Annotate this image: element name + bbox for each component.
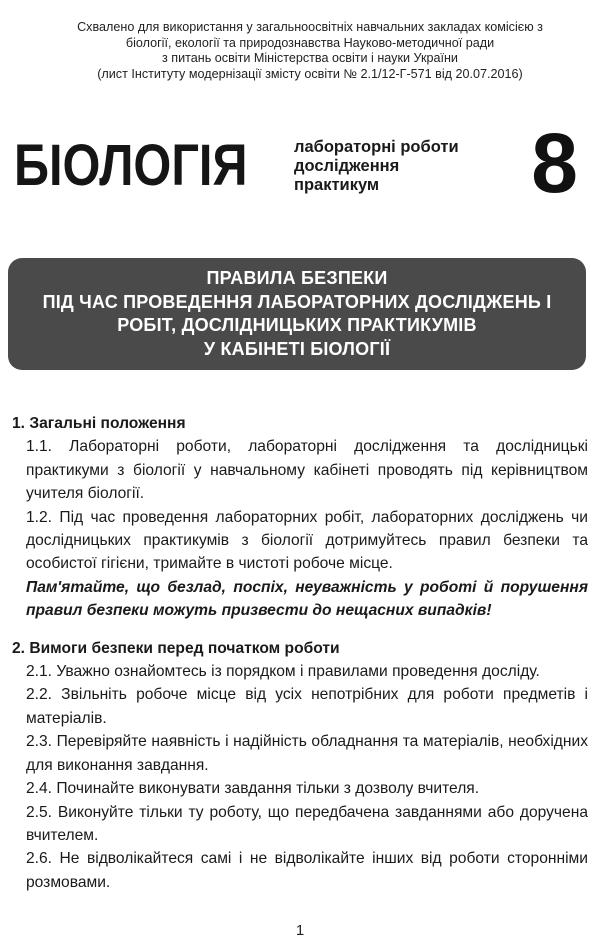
banner-line-3: РОБІТ, ДОСЛІДНИЦЬКИХ ПРАКТИКУМІВ <box>117 315 477 335</box>
approval-line-2: біології, екології та природознавства Науково-методичної ради <box>125 35 495 50</box>
safety-warning: Пам'ятайте, що безлад, поспіх, неуважність у роботі й порушення правил безпеки можуть призвести до нещасних випадків! <box>26 578 588 620</box>
book-title: БІОЛОГІЯ <box>14 133 248 198</box>
approval-line-3: з питань освіти Міністерства освіти і науки України <box>162 51 458 65</box>
section-heading: 1. Загальні положення <box>12 415 186 432</box>
approval-note <box>40 20 580 82</box>
rule-item: 1.1. Лабораторні роботи, лабораторні дослідження та дослідницькі практикуми з біології у навчальному кабінеті проводять під керівництвом учителя біології. <box>26 438 588 503</box>
page-number: 1 <box>295 922 305 939</box>
section-heading: 2. Вимоги безпеки перед початком роботи <box>12 639 340 657</box>
title-block <box>10 118 590 208</box>
safety-rules-banner <box>8 258 586 370</box>
rule-item: 2.1. Уважно ознайомтесь із порядком і правилами проведення досліду. <box>26 663 540 681</box>
grade-number: 8 <box>531 116 578 210</box>
book-subtitle <box>294 138 459 195</box>
section-spacer <box>12 623 588 637</box>
rule-item: 2.4. Починайте виконувати завдання тільки з дозволу вчителя. <box>26 780 480 798</box>
subtitle-line-3: практикум <box>294 176 380 194</box>
rules-content <box>12 412 588 894</box>
subtitle-line-2: дослідження <box>294 157 400 175</box>
rule-item: 2.6. Не відволікайтеся самі і не відволікайте інших від роботи сторонніми розмовами. <box>26 850 588 891</box>
rule-item: 2.2. Звільніть робоче місце від усіх непотрібних для роботи предметів і матеріалів. <box>26 686 588 727</box>
approval-line-4: (лист Інституту модернізації змісту освіти № 2.1/12-Г-571 від 20.07.2016) <box>97 66 523 81</box>
banner-line-2: ПІД ЧАС ПРОВЕДЕННЯ ЛАБОРАТОРНИХ ДОСЛІДЖЕНЬ І <box>42 291 552 312</box>
approval-line-1: Схвалено для використання у загальноосвітніх навчальних закладах комісією з <box>77 20 543 34</box>
subtitle-line-1: лабораторні роботи <box>294 138 459 156</box>
banner-line-1: ПРАВИЛА БЕЗПЕКИ <box>206 268 388 288</box>
rule-item: 1.2. Під час проведення лабораторних робіт, лабораторних досліджень чи дослідницьких практикумів з біології дотримуйтесь правил безпеки та особистої гігієни, тримайте в чистоті робоче місце. <box>26 508 588 573</box>
rule-item: 2.5. Виконуйте тільки ту роботу, що передбачена завданнями або доручена вчителем. <box>26 803 588 844</box>
rule-item: 2.3. Перевіряйте наявність і надійність обладнання та матеріалів, необхідних для виконання завдання. <box>26 733 588 774</box>
banner-line-4: У КАБІНЕТІ БІОЛОГІЇ <box>203 338 391 359</box>
